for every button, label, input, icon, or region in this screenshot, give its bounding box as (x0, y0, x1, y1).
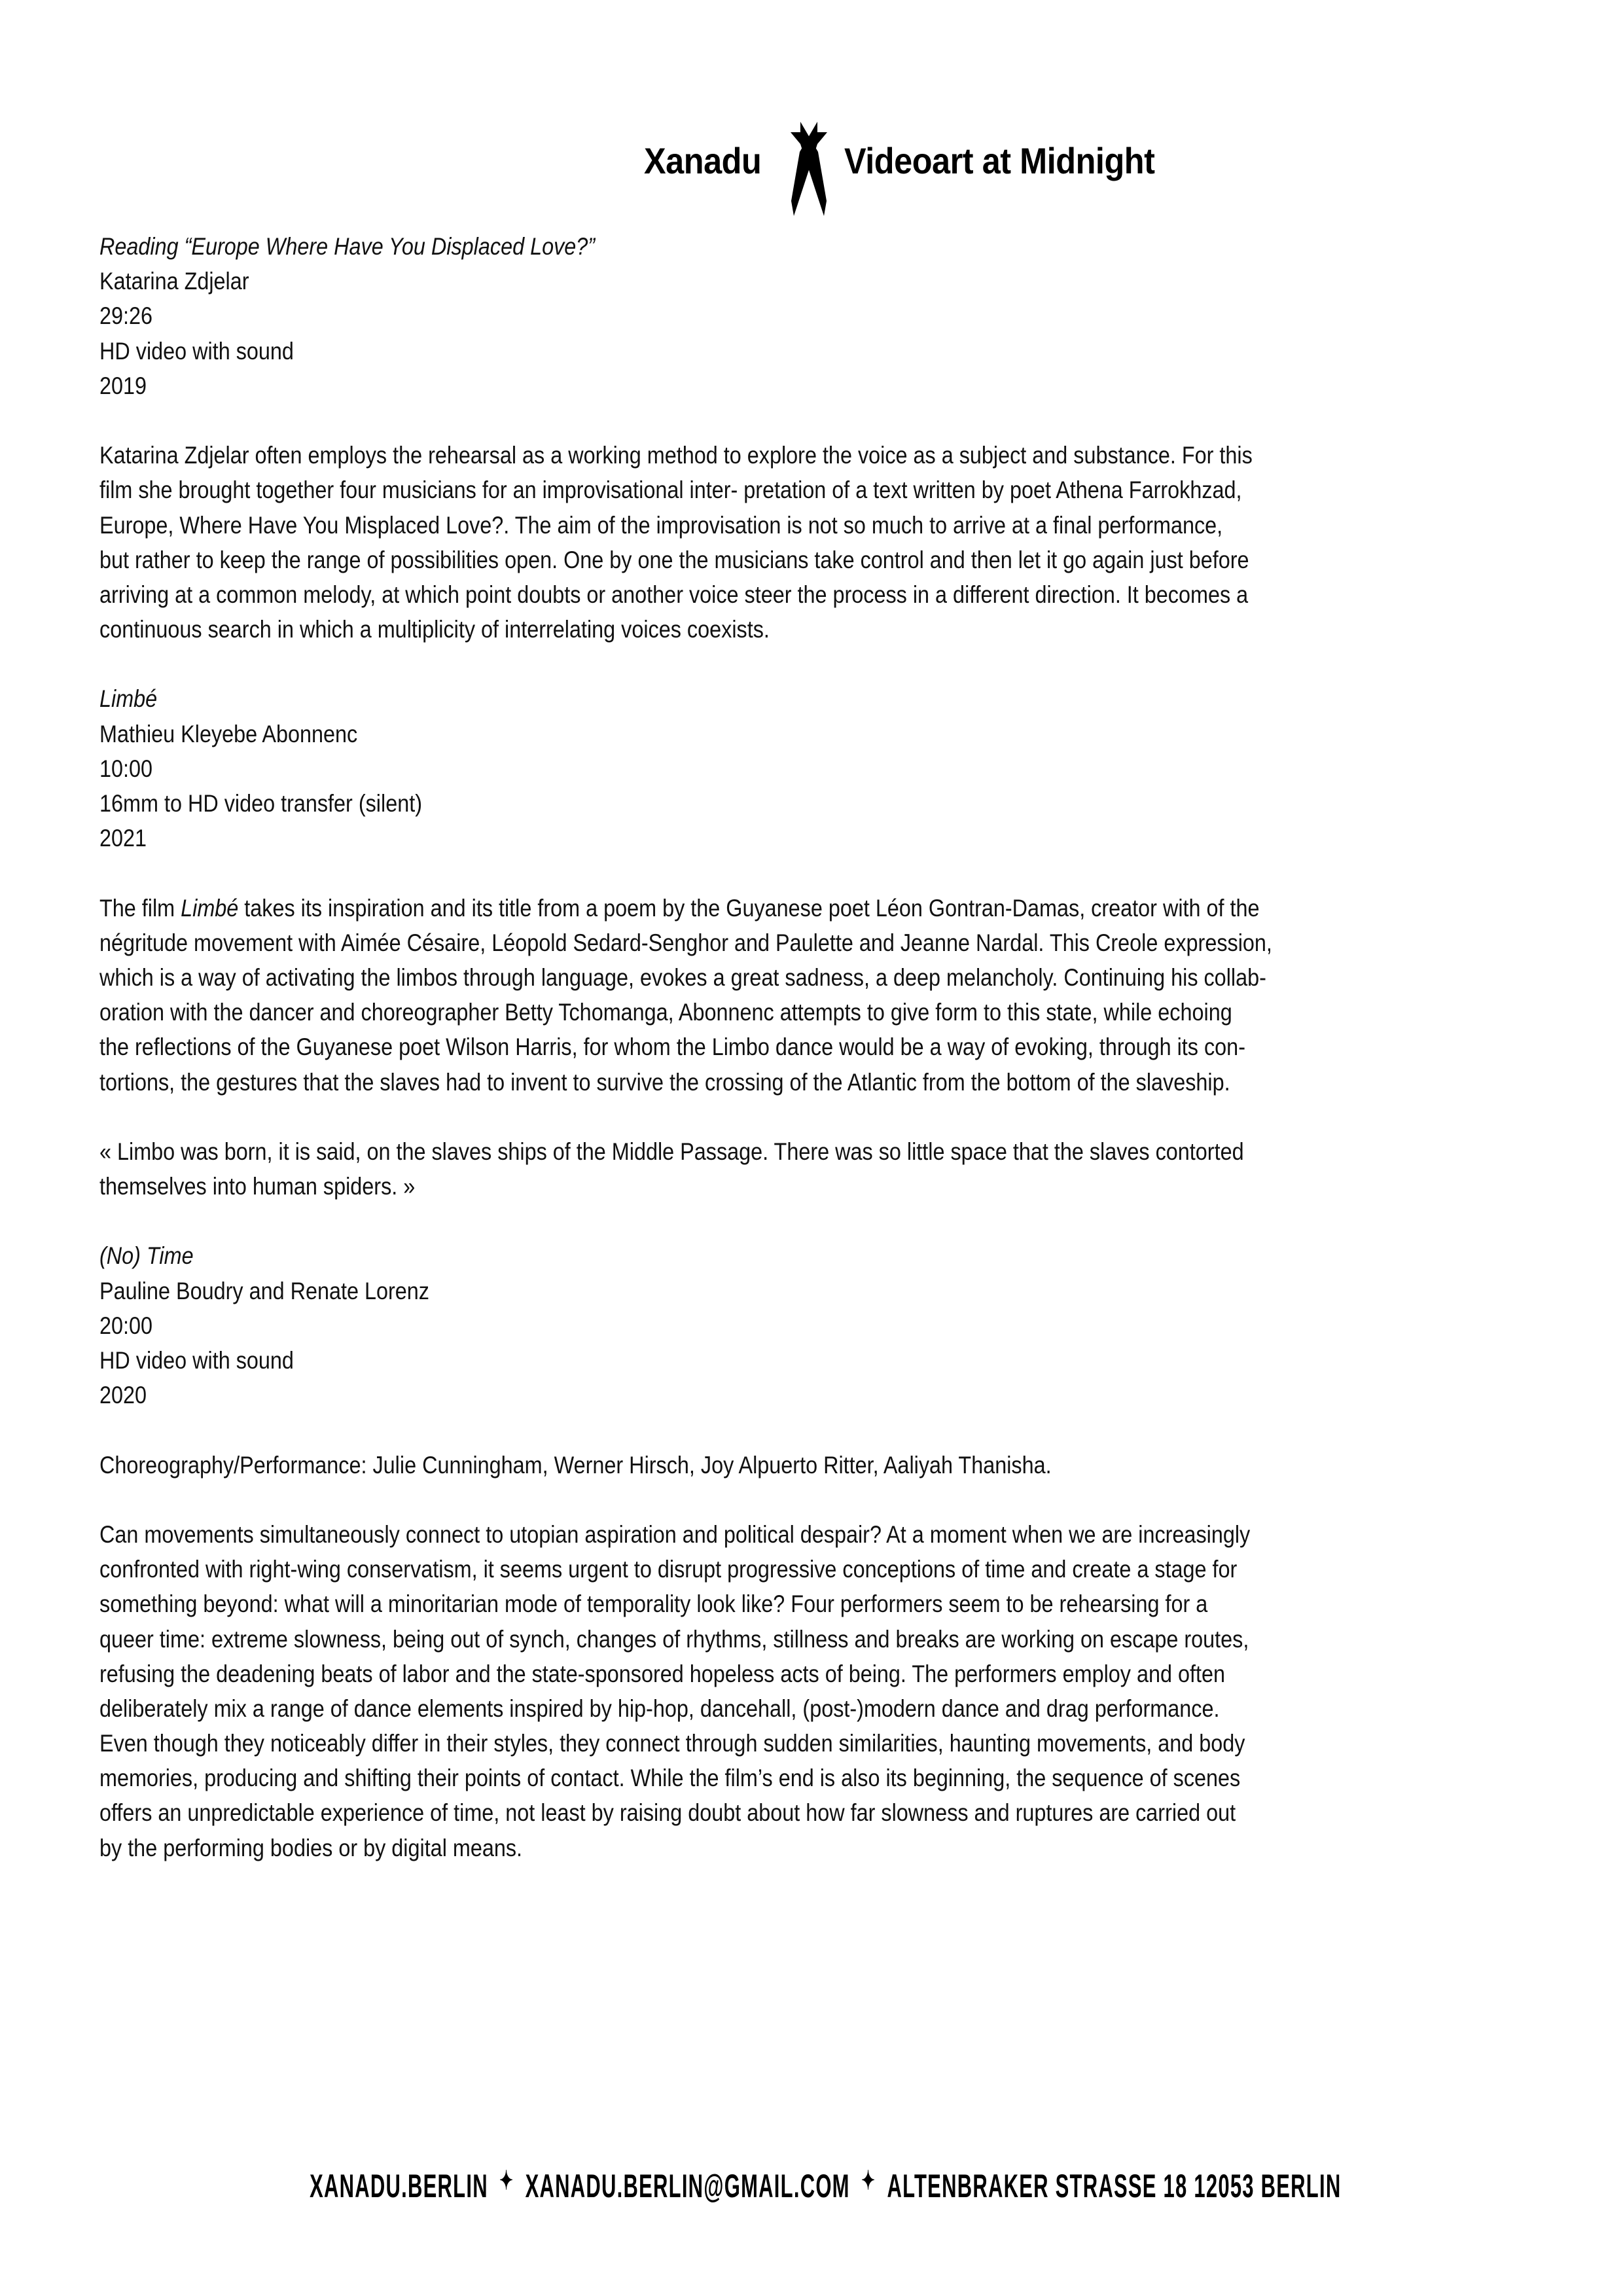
description-line (99, 508, 1503, 543)
header (0, 117, 1623, 221)
description-line (99, 1517, 1503, 1552)
description-line (99, 891, 1503, 925)
work-year: 2021 (99, 825, 147, 852)
text-span: arriving at a common melody, at which point doubts or another voice steer the process in a different direction. It becomes a (99, 581, 1249, 608)
text-span: offers an unpredictable experience of time, not least by raising doubt about how far slowness and ruptures are carried out (99, 1799, 1236, 1827)
text-span: Choreography/Performance: Julie Cunningham, Werner Hirsch, Joy Alpuerto Ritter, Aaliyah Thanisha. (99, 1451, 1052, 1479)
four-point-star-icon: ✦ (861, 2166, 876, 2195)
work-title: (No) Time (99, 1242, 194, 1270)
description-line (99, 1065, 1503, 1100)
work-artist: Pauline Boudry and Renate Lorenz (99, 1277, 429, 1304)
text-span: continuous search in which a multiplicity of interrelating voices coexists. (99, 616, 770, 643)
footer-address: ALTENBRAKER STRASSE 18 12053 BERLIN (887, 2168, 1342, 2204)
work-duration: 10:00 (99, 755, 153, 782)
text-span: Even though they noticeably differ in their styles, they connect through sudden similarities, haunting movements, and body (99, 1730, 1245, 1757)
text-span: which is a way of activating the limbos through language, evokes a great sadness, a deep melancholy. Continuing his collab- (99, 963, 1266, 991)
footer-email: XANADU.BERLIN@GMAIL.COM (525, 2168, 850, 2204)
work-format: HD video with sound (99, 337, 294, 365)
description-line (99, 925, 1503, 960)
blank-line (99, 1412, 1503, 1447)
footer-line (310, 2165, 1341, 2210)
work-title: Reading “Europe Where Have You Displaced Love?” (99, 233, 596, 260)
credits-line (99, 1448, 1503, 1482)
text-span: « Limbo was born, it is said, on the slaves ships of the Middle Passage. There was so little space that the slaves contorted (99, 1138, 1244, 1165)
quote-line (99, 1134, 1503, 1169)
text-span: by the performing bodies or by digital means. (99, 1834, 523, 1861)
text-span: Europe, Where Have You Misplaced Love?. The aim of the improvisation is not so much to arrive at a final performance, (99, 511, 1223, 539)
description-line (99, 1030, 1503, 1064)
text-span: but rather to keep the range of possibilities open. One by one the musicians take control and then let it go again just before (99, 546, 1249, 573)
work-format: 16mm to HD video transfer (silent) (99, 790, 422, 817)
x-cross-logo-icon (789, 119, 829, 217)
text-span: film she brought together four musicians for an improvisational inter- pretation of a text written by poet Athena Farrokhzad, (99, 476, 1242, 504)
header-title-xanadu: Xanadu (644, 140, 762, 181)
blank-line (99, 403, 1503, 438)
text-span: confronted with right-wing conservatism, it seems urgent to disrupt progressive conceptions of time and create a stage for (99, 1556, 1238, 1583)
description-line (99, 543, 1503, 577)
text-span: something beyond: what will a minoritarian mode of temporality look like? Four performers seem to be rehearsing for a (99, 1590, 1208, 1618)
quote-line (99, 1169, 1503, 1204)
italic-title-span: Limbé (181, 894, 239, 922)
blank-line (99, 1100, 1503, 1134)
text-span: oration with the dancer and choreographer Betty Tchomanga, Abonnenc attempts to give form to this state, while echoing (99, 999, 1232, 1026)
text-span: the reflections of the Guyanese poet Wilson Harris, for whom the Limbo dance would be a way of evoking, through its con- (99, 1033, 1245, 1061)
text-span: themselves into human spiders. » (99, 1173, 416, 1200)
footer (0, 2165, 1623, 2211)
description-line (99, 1795, 1503, 1830)
blank-line (99, 855, 1503, 890)
description-line (99, 612, 1503, 647)
description-line (99, 438, 1503, 473)
work-artist: Mathieu Kleyebe Abonnenc (99, 720, 358, 747)
text-span: Can movements simultaneously connect to utopian aspiration and political despair? At a moment when we are increasingly (99, 1520, 1251, 1548)
description-line (99, 1657, 1503, 1691)
work-year: 2020 (99, 1382, 147, 1409)
description-line (99, 1691, 1503, 1726)
description-line (99, 577, 1503, 612)
description-line (99, 1552, 1503, 1587)
work-year: 2019 (99, 372, 147, 399)
work-artist: Katarina Zdjelar (99, 268, 249, 295)
work-duration: 29:26 (99, 302, 153, 330)
description-line (99, 1622, 1503, 1657)
description-line (99, 1831, 1503, 1865)
text-span: refusing the deadening beats of labor and the state-sponsored hopeless acts of being. The performers employ and often (99, 1660, 1225, 1687)
description-line (99, 1587, 1503, 1621)
program-text (99, 229, 1503, 1865)
work-duration: 20:00 (99, 1312, 153, 1339)
text-span: négritude movement with Aimée Césaire, Léopold Sedard-Senghor and Paulette and Jeanne Nardal. This Creole expression, (99, 929, 1272, 956)
text-span: takes its inspiration and its title from a poem by the Guyanese poet Léon Gontran-Damas, creator with of the (238, 894, 1260, 922)
description-line (99, 473, 1503, 507)
blank-line (99, 1204, 1503, 1238)
text-span: Katarina Zdjelar often employs the rehearsal as a working method to explore the voice as a subject and substance. For this (99, 442, 1253, 469)
description-line (99, 1726, 1503, 1761)
description-line (99, 995, 1503, 1030)
blank-line (99, 1482, 1503, 1517)
blank-line (99, 647, 1503, 681)
description-line (99, 1761, 1503, 1795)
text-span: deliberately mix a range of dance elements inspired by hip-hop, dancehall, (post-)modern dance and drag performance. (99, 1695, 1220, 1722)
four-point-star-icon: ✦ (499, 2166, 514, 2195)
footer-website: XANADU.BERLIN (310, 2168, 488, 2204)
text-span: queer time: extreme slowness, being out of synch, changes of rhythms, stillness and breaks are working on escape routes, (99, 1625, 1249, 1653)
header-title-videoart: Videoart at Midnight (844, 140, 1155, 181)
description-line (99, 960, 1503, 995)
work-format: HD video with sound (99, 1347, 294, 1374)
text-span: The film (99, 894, 181, 922)
work-title: Limbé (99, 685, 158, 713)
text-span: tortions, the gestures that the slaves had to invent to survive the crossing of the Atlantic from the bottom of the slaveship. (99, 1068, 1230, 1096)
text-span: memories, producing and shifting their points of contact. While the film’s end is also its beginning, the sequence of scenes (99, 1765, 1241, 1792)
